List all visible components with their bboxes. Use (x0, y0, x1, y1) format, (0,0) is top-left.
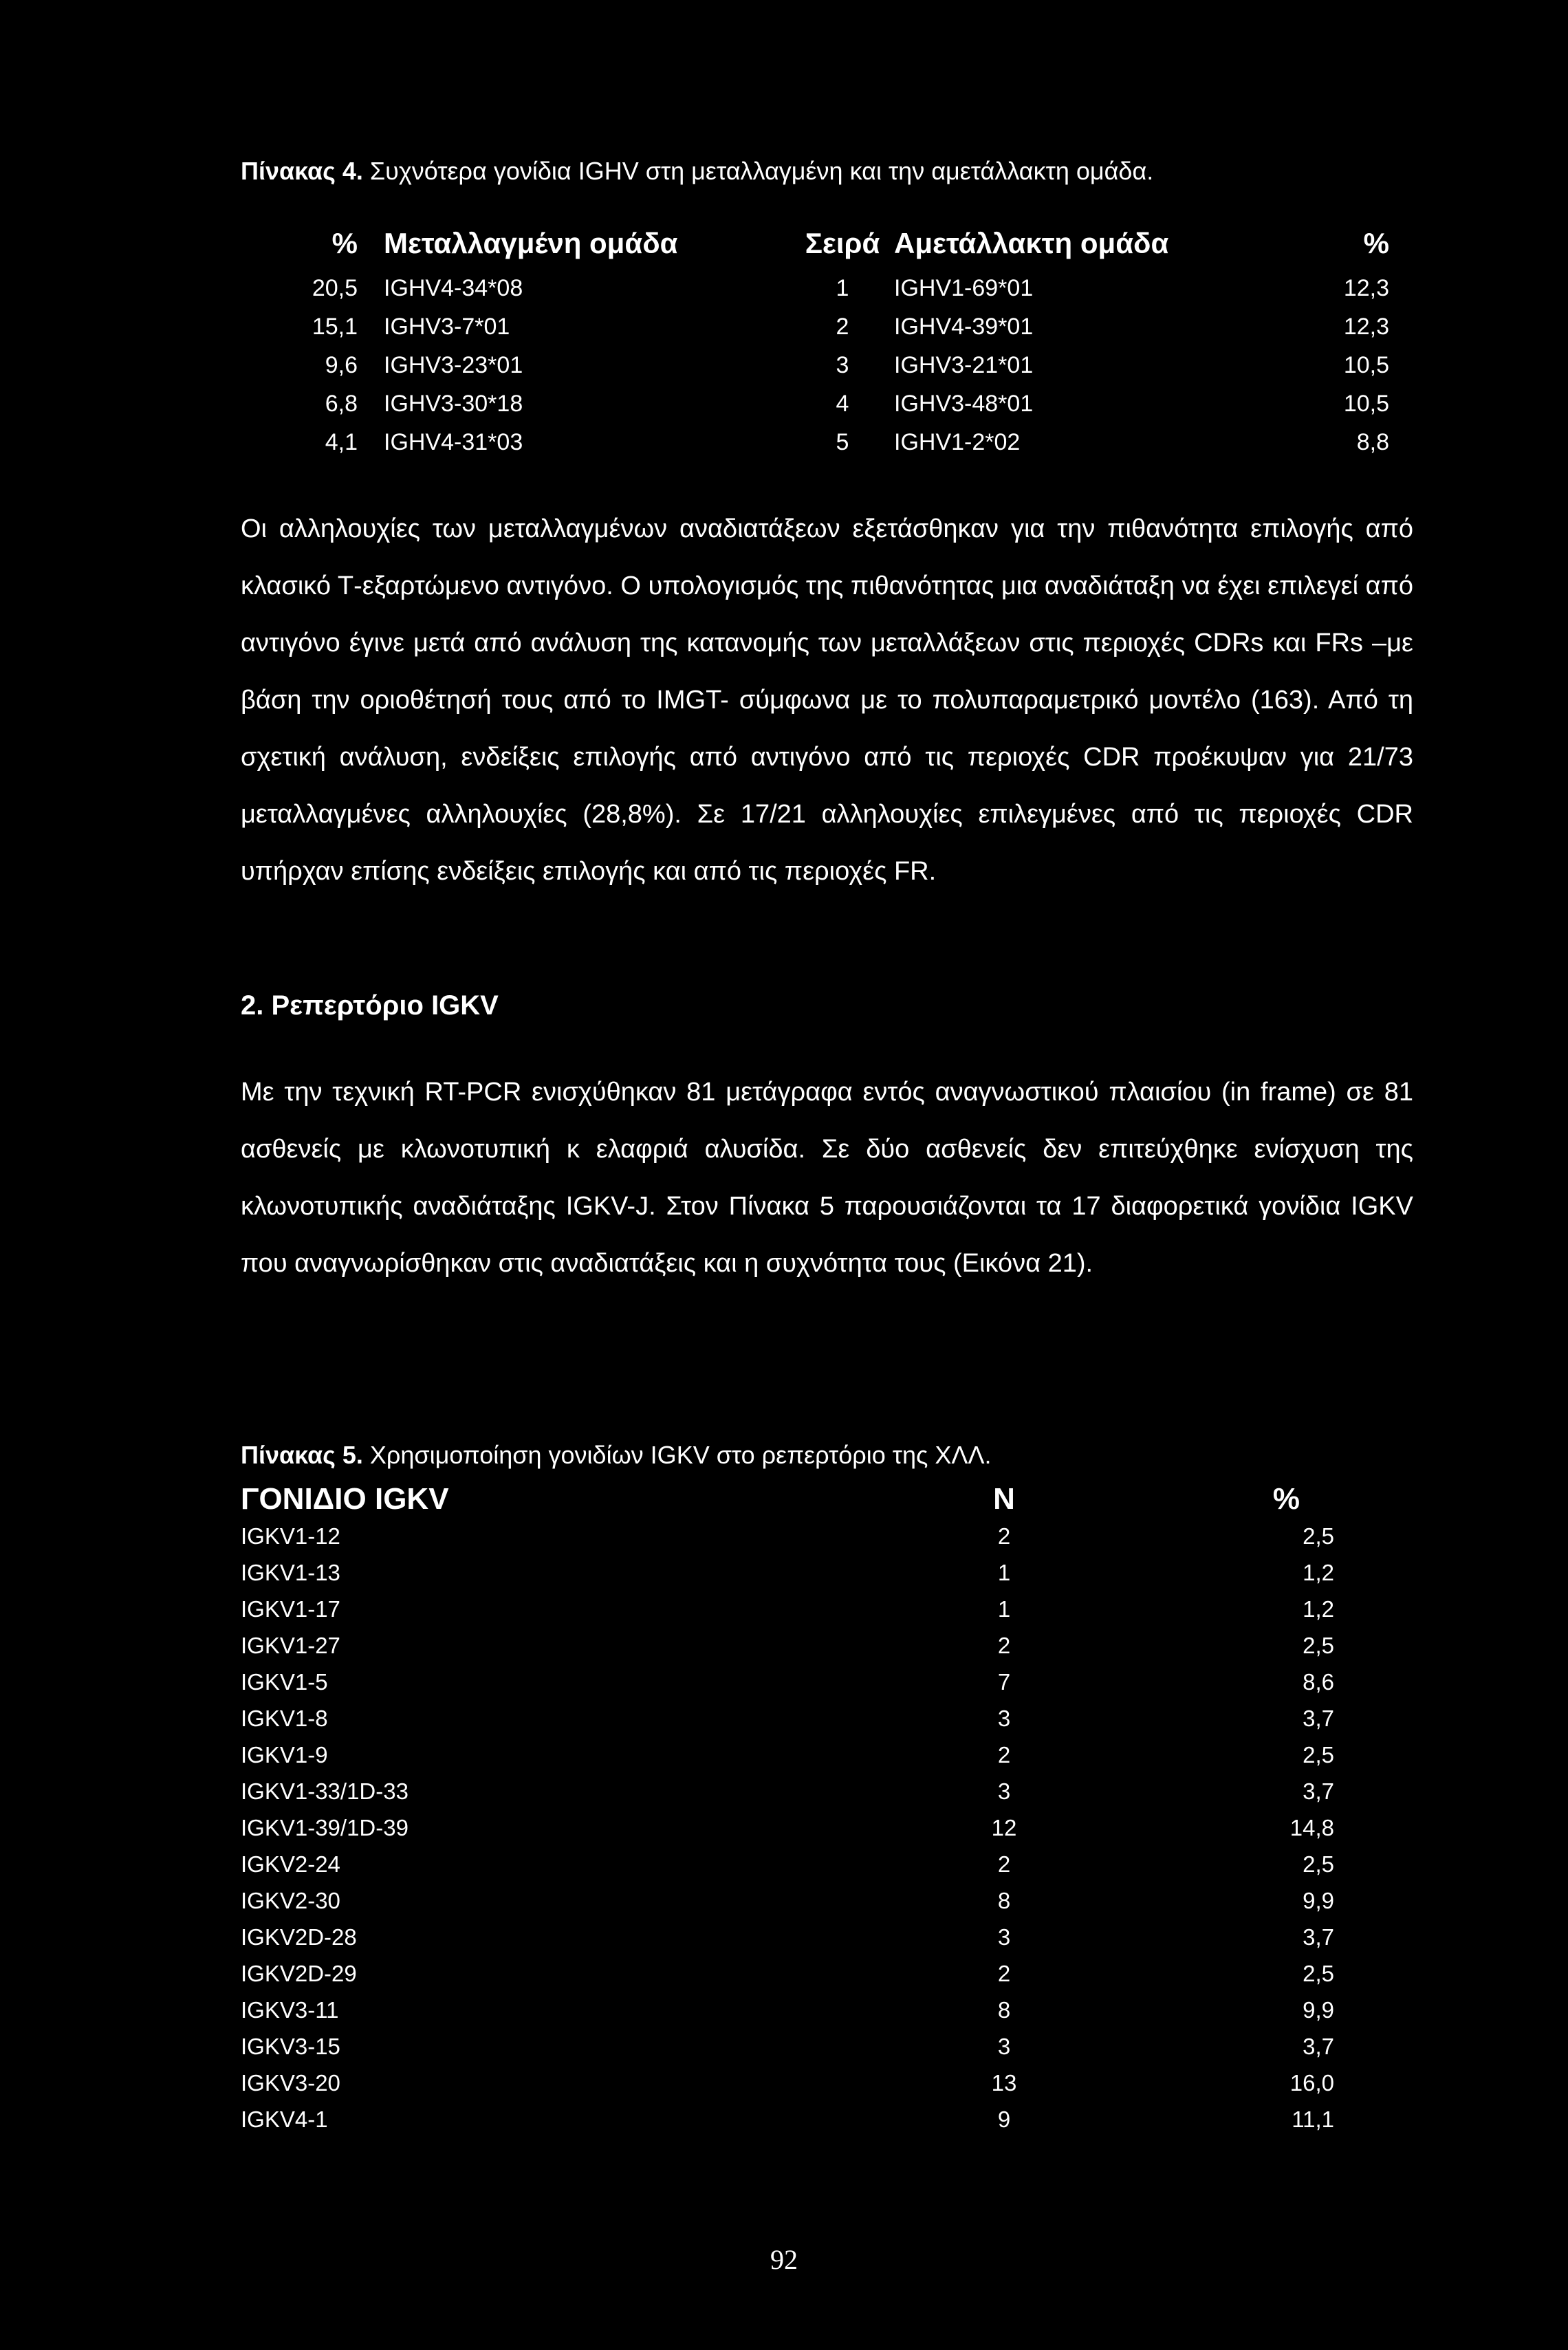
table-row (0, 1742, 1568, 1778)
table5-cell-gene: IGKV3-11 (241, 1997, 339, 2023)
table5-cell-n: 7 (997, 1669, 1011, 1695)
table4-cell-mutated: IGHV4-31*03 (384, 429, 523, 455)
table5-cell-pct: 9,9 (1303, 1997, 1334, 2023)
body-paragraph-igkv: Με την τεχνική RT-PCR ενισχύθηκαν 81 μετάγραφα εντός αναγνωστικού πλαισίου (in frame) σε 81 ασθενείς με κλωνοτυπική κ ελαφριά αλυσίδα. Σε δύο ασθενείς δεν επιτεύχθηκε ενίσχυση της κλωνοτυπικής αναδιάταξης IGKV-J. Στον Πίνακα 5 παρουσιάζονται τα 17 διαφορετικά γονίδια IGKV που αναγνωρίσθηκαν στις αναδιατάξεις και η συχνότητα τους (Εικόνα 21). (241, 1078, 1413, 1278)
table5-cell-n: 2 (997, 1851, 1011, 1877)
table4-caption (241, 157, 1153, 186)
table-row (0, 275, 1568, 314)
table4-cell-pct-left: 20,5 (312, 275, 358, 301)
table5-cell-pct: 2,5 (1303, 1523, 1334, 1549)
table5-cell-n: 3 (997, 1706, 1011, 1731)
table5-cell-gene: IGKV3-15 (241, 2034, 340, 2059)
table-row (0, 1888, 1568, 1924)
body-paragraph-selection: Οι αλληλουχίες των μεταλλαγμένων αναδιατάξεων εξετάσθηκαν για την πιθανότητα επιλογής από κλασικό Τ-εξαρτώμενο αντιγόνο. Ο υπολογισμός της πιθανότητας μια αναδιάταξη να έχει επιλεγεί από αντιγόνο έγινε μετά από ανάλυση της κατανομής των μεταλλάξεων στις περιοχές CDRs και FRs –με βάση την οριοθέτησή τους από το IMGT- σύμφωνα με το πολυπαραμετρικό μοντέλο (163). Από τη σχετική ανάλυση, ενδείξεις επιλογής από αντιγόνο από τις περιοχές CDR προέκυψαν για 21/73 μεταλλαγμένες αλληλουχίες (28,8%). Σε 17/21 αλληλουχίες επιλεγμένες από τις περιοχές CDR υπήρχαν επίσης ενδείξεις επιλογής και από τις περιοχές FR. (241, 514, 1413, 886)
table5-cell-gene: IGKV1-17 (241, 1596, 340, 1622)
table-row (0, 1997, 1568, 2034)
table-row (0, 391, 1568, 429)
table-row (0, 1924, 1568, 1961)
table4-cell-unmutated: IGHV3-48*01 (894, 391, 1034, 417)
table-row (0, 2070, 1568, 2107)
table5-cell-gene: IGKV2D-28 (241, 1924, 357, 1950)
table5-cell-pct: 11,1 (1292, 2107, 1334, 2132)
table5-cell-gene: IGKV1-39/1D-39 (241, 1815, 409, 1840)
table5-cell-n: 3 (997, 1778, 1011, 1804)
table5-header-pct: % (1272, 1482, 1300, 1516)
table-row (0, 314, 1568, 352)
table-row (0, 352, 1568, 391)
table4-cell-unmutated: IGHV4-39*01 (894, 314, 1034, 340)
table4-cell-pct-left: 9,6 (325, 352, 358, 378)
table4-cell-rank: 5 (836, 429, 849, 455)
table4-cell-unmutated: IGHV1-2*02 (894, 429, 1021, 455)
table-row (0, 1706, 1568, 1742)
table5-cell-pct: 1,2 (1303, 1560, 1334, 1585)
section-heading-igkv: 2. Ρεπερτόριο IGKV (241, 990, 499, 1021)
table-row (0, 1669, 1568, 1706)
table5-cell-n: 2 (997, 1523, 1011, 1549)
table4-cell-mutated: IGHV3-7*01 (384, 314, 510, 340)
table5-cell-gene: IGKV2-24 (241, 1851, 340, 1877)
table5-cell-gene: IGKV4-1 (241, 2107, 328, 2132)
table4-caption-text: Συχνότερα γονίδια IGHV στη μεταλλαγμένη και την αμετάλλακτη ομάδα. (362, 157, 1154, 185)
table4-header-pct-left: % (331, 227, 358, 259)
table5-cell-pct: 2,5 (1303, 1851, 1334, 1877)
table5-cell-pct: 3,7 (1303, 1924, 1334, 1950)
table-row (0, 1961, 1568, 1997)
table-row (0, 2107, 1568, 2143)
table5-cell-n: 3 (997, 2034, 1011, 2059)
table-row (0, 1815, 1568, 1851)
table5-cell-gene: IGKV1-27 (241, 1633, 340, 1658)
table5-cell-n: 1 (997, 1560, 1011, 1585)
table5-cell-n: 8 (997, 1997, 1011, 2023)
table-row (0, 1633, 1568, 1669)
table4-cell-rank: 2 (836, 314, 849, 340)
table5-cell-n: 3 (997, 1924, 1011, 1950)
table5-cell-pct: 3,7 (1303, 1706, 1334, 1731)
table4-cell-rank: 1 (836, 275, 849, 301)
table4-cell-pct-left: 4,1 (325, 429, 358, 455)
table4-caption-label: Πίνακας 4. (241, 157, 363, 185)
table5-cell-n: 8 (997, 1888, 1011, 1913)
table4-cell-rank: 3 (836, 352, 849, 378)
table4-cell-rank: 4 (836, 391, 849, 417)
table4-header-pct-right: % (1363, 227, 1389, 259)
table4-header-mutated: Μεταλλαγμένη ομάδα (384, 227, 678, 259)
table5-cell-gene: IGKV1-9 (241, 1742, 328, 1767)
table5-cell-gene: IGKV1-33/1D-33 (241, 1778, 409, 1804)
table5-cell-gene: IGKV2-30 (241, 1888, 340, 1913)
table5-cell-pct: 3,7 (1303, 1778, 1334, 1804)
table-row (0, 1523, 1568, 1560)
table5-caption-label: Πίνακας 5. (241, 1441, 363, 1469)
table4-cell-unmutated: IGHV3-21*01 (894, 352, 1034, 378)
table4-cell-pct-right: 10,5 (1343, 352, 1389, 378)
table5-cell-gene: IGKV3-20 (241, 2070, 340, 2096)
table5-cell-n: 2 (997, 1961, 1011, 1986)
table5-cell-gene: IGKV1-5 (241, 1669, 328, 1695)
table-row (0, 1851, 1568, 1888)
table5-header-gene: ΓΟΝΙΔΙΟ IGKV (241, 1482, 449, 1516)
table-row (0, 1560, 1568, 1596)
table5-header-n: N (993, 1482, 1015, 1516)
table5-cell-pct: 1,2 (1303, 1596, 1334, 1622)
table5-cell-gene: IGKV1-13 (241, 1560, 340, 1585)
table-row (0, 429, 1568, 468)
table5-cell-pct: 3,7 (1303, 2034, 1334, 2059)
table4-cell-mutated: IGHV3-30*18 (384, 391, 523, 417)
page-number: 92 (770, 2244, 798, 2275)
table5-cell-n: 2 (997, 1742, 1011, 1767)
table5-cell-gene: IGKV2D-29 (241, 1961, 357, 1986)
table5-caption (241, 1441, 992, 1470)
table4-cell-pct-left: 6,8 (325, 391, 358, 417)
table-row (0, 1778, 1568, 1815)
table4-header-rank: Σειρά (805, 227, 880, 259)
table5-caption-text: Χρησιμοποίηση γονιδίων IGKV στο ρεπερτόριο της ΧΛΛ. (362, 1441, 992, 1469)
table5-cell-pct: 9,9 (1303, 1888, 1334, 1913)
table5-cell-pct: 8,6 (1303, 1669, 1334, 1695)
table5-cell-pct: 2,5 (1303, 1633, 1334, 1658)
table4-cell-pct-left: 15,1 (312, 314, 358, 340)
table4-cell-pct-right: 10,5 (1343, 391, 1389, 417)
table4-header-unmutated: Αμετάλλακτη ομάδα (894, 227, 1169, 259)
table5-cell-gene: IGKV1-8 (241, 1706, 328, 1731)
table5-cell-pct: 14,8 (1289, 1815, 1334, 1840)
table4-cell-mutated: IGHV3-23*01 (384, 352, 523, 378)
table5-cell-pct: 2,5 (1303, 1742, 1334, 1767)
table5-cell-n: 9 (997, 2107, 1011, 2132)
table4-cell-pct-right: 12,3 (1343, 314, 1389, 340)
table5-header-row (0, 1482, 1568, 1522)
table5-cell-pct: 16,0 (1289, 2070, 1334, 2096)
table4-cell-mutated: IGHV4-34*08 (384, 275, 523, 301)
table5-cell-gene: IGKV1-12 (241, 1523, 340, 1549)
table5-cell-n: 2 (997, 1633, 1011, 1658)
table4-cell-pct-right: 12,3 (1343, 275, 1389, 301)
table4-header-row (0, 227, 1568, 268)
table5-cell-n: 1 (997, 1596, 1011, 1622)
table-row (0, 2034, 1568, 2070)
table4-cell-pct-right: 8,8 (1356, 429, 1389, 455)
table-row (0, 1596, 1568, 1633)
table5-cell-n: 12 (991, 1815, 1017, 1840)
table4-cell-unmutated: IGHV1-69*01 (894, 275, 1034, 301)
table5-cell-pct: 2,5 (1303, 1961, 1334, 1986)
table5-cell-n: 13 (991, 2070, 1017, 2096)
